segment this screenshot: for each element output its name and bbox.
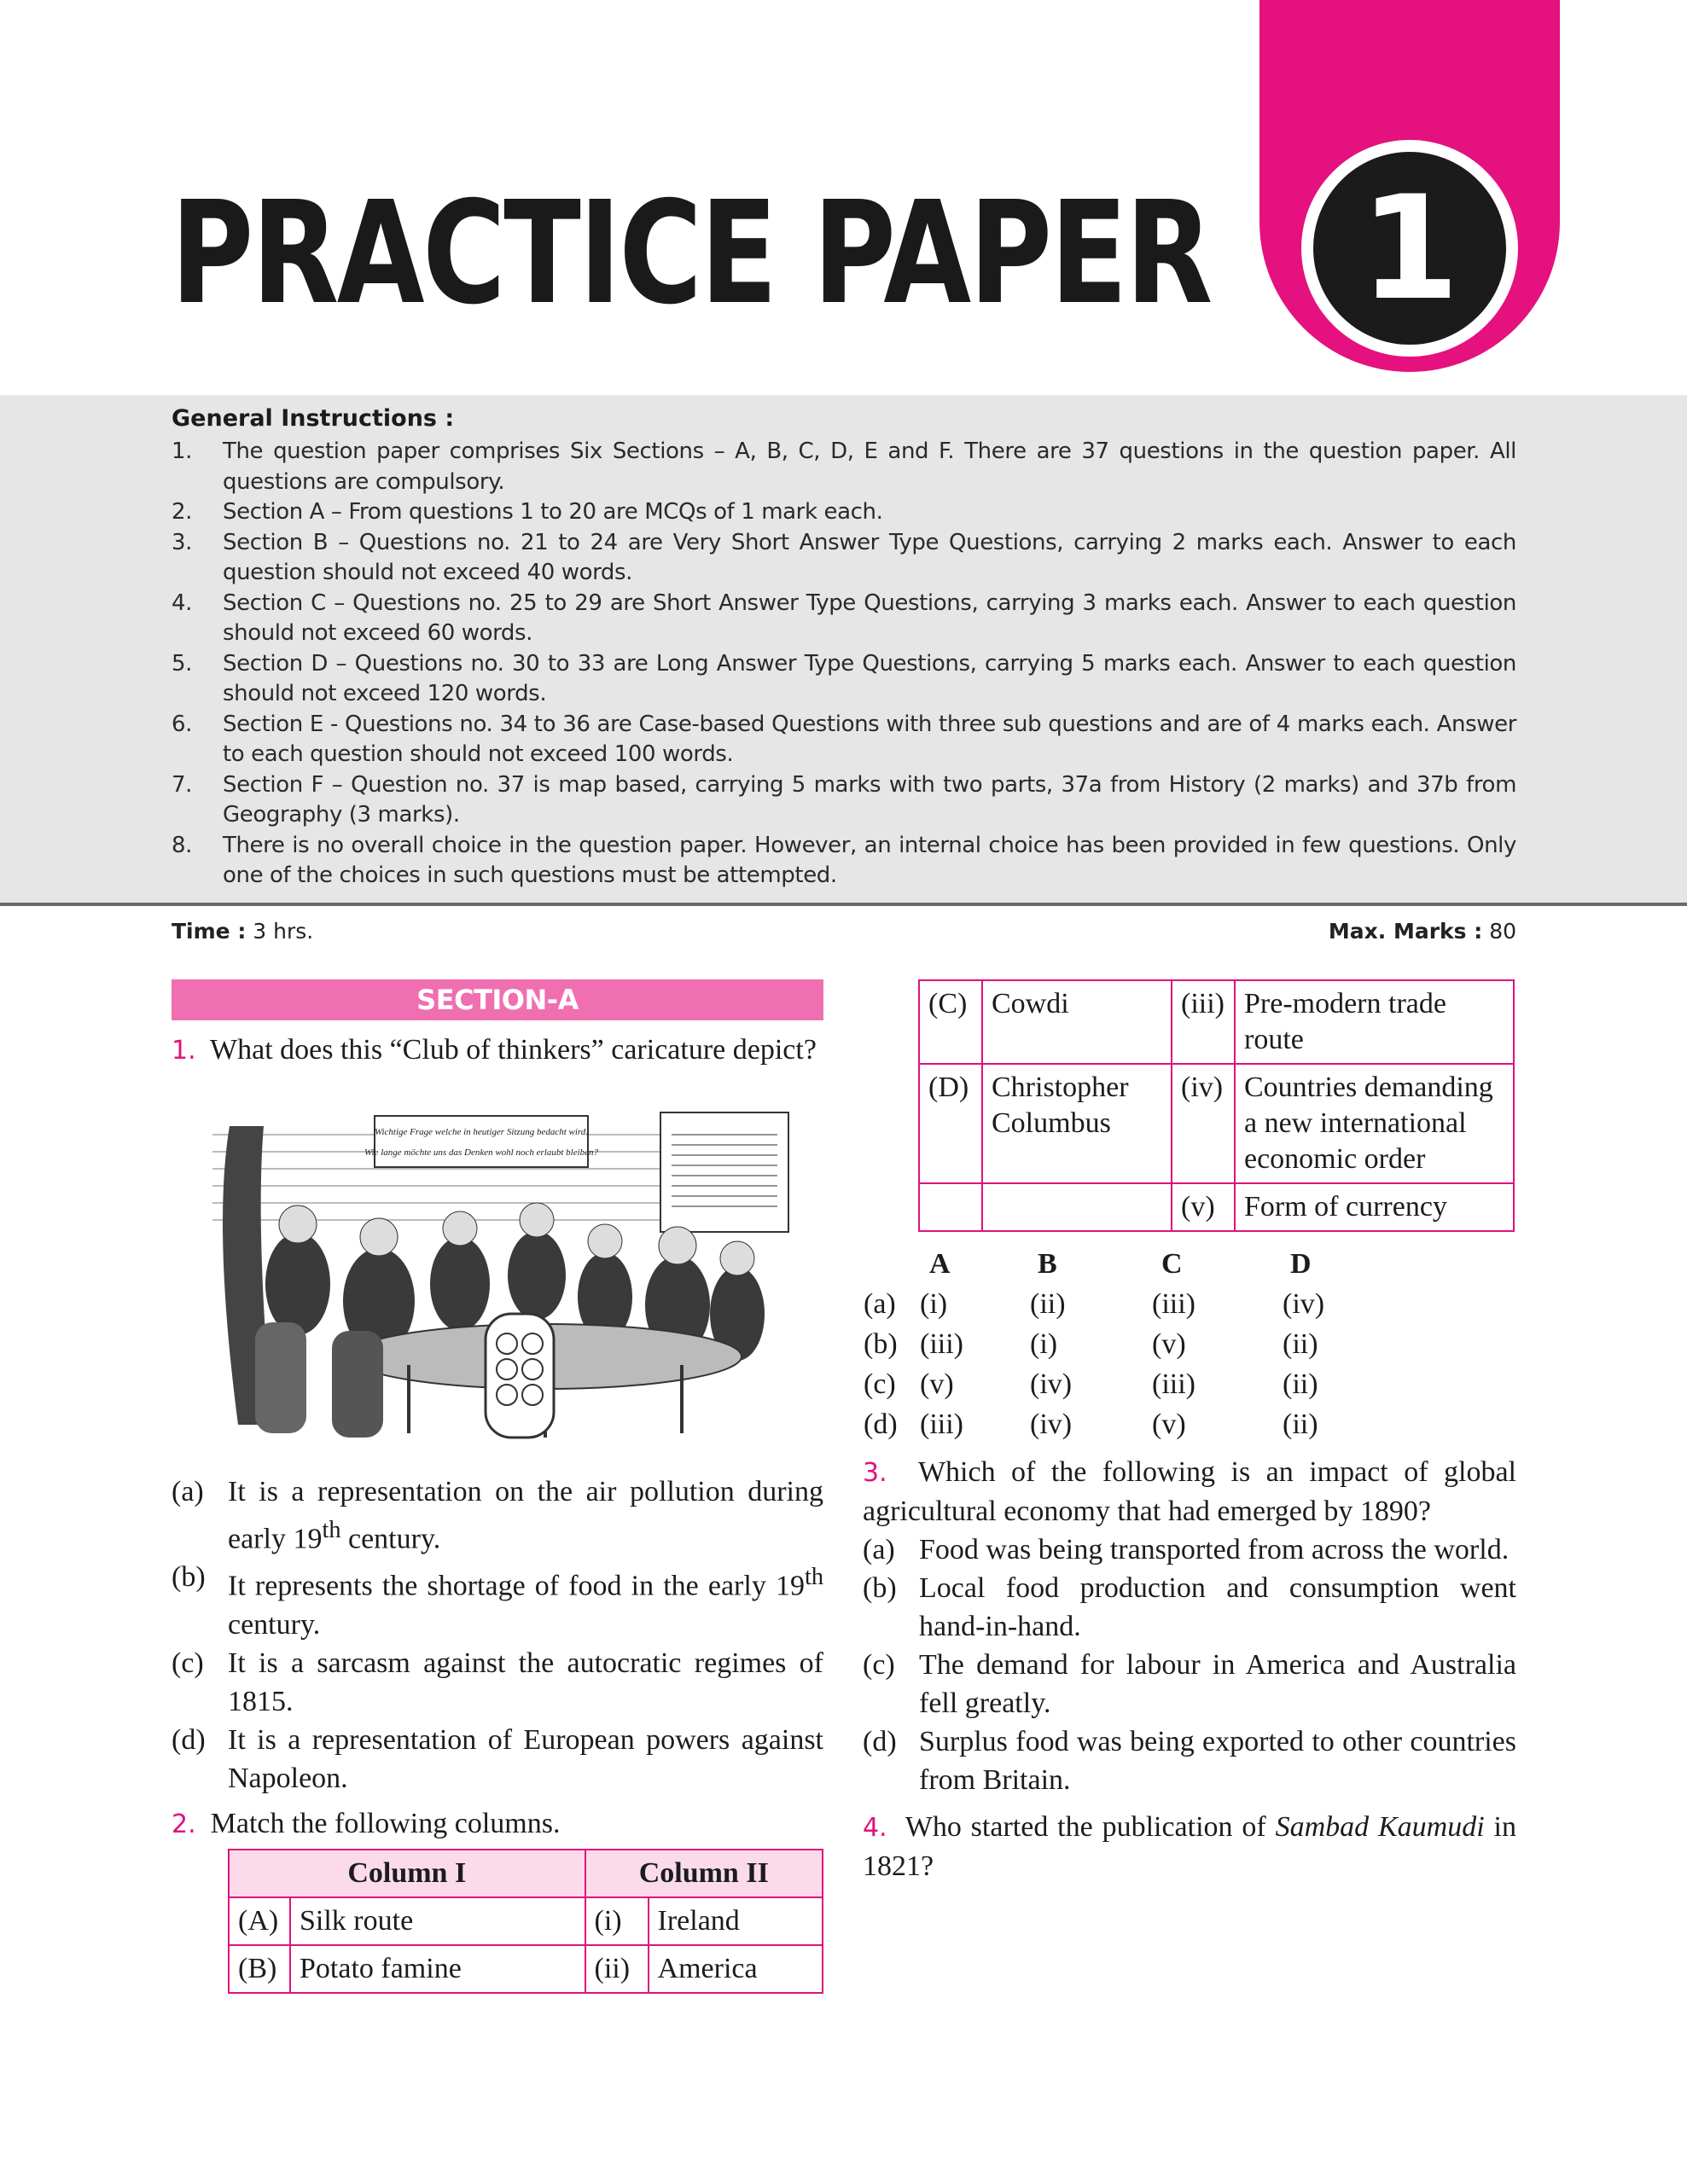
option-label: (c)	[863, 1649, 895, 1681]
answer-header: C	[1161, 1248, 1183, 1280]
option-text-end: century.	[340, 1523, 441, 1555]
publication-title: Sambad Kaumudi	[1275, 1811, 1485, 1843]
instruction-item	[172, 497, 1516, 528]
cartoon-sign-line-1: Wichtige Frage welche in heutiger Sitzung bedacht wird.	[374, 1127, 589, 1137]
row-key	[919, 1183, 982, 1231]
option	[863, 1531, 1516, 1569]
answer-header: D	[1290, 1248, 1312, 1280]
option-text: The demand for labour in America and Australia fell greatly.	[919, 1649, 1516, 1719]
instruction-number: 1.	[172, 439, 193, 464]
instruction-text: Section F – Question no. 37 is map based, carrying 5 marks with two parts, 37a from History (2 marks) and 37b from Geography (3 marks).	[223, 771, 1516, 828]
instruction-number: 7.	[172, 771, 193, 798]
row-value: Potato famine	[290, 1945, 585, 1993]
question-3-options	[863, 1531, 1516, 1799]
answer-value: (iv)	[1030, 1409, 1073, 1440]
option-text: Local food production and consumption went hand-in-hand.	[919, 1572, 1516, 1642]
option-label: (a)	[864, 1288, 896, 1320]
marks-label: Max. Marks :	[1328, 919, 1483, 944]
answer-value: (ii)	[1283, 1409, 1318, 1440]
option-label: (a)	[863, 1534, 895, 1565]
table-row	[919, 1183, 1514, 1231]
instruction-item	[172, 770, 1516, 831]
ordinal-suffix: th	[804, 1564, 823, 1591]
option-text: It represents the shortage of food in the early 19	[228, 1570, 805, 1602]
cartoon-sign-line-2: Wie lange möchte uns das Denken wohl noch erlaubt bleiben?	[364, 1147, 599, 1158]
option	[172, 1558, 823, 1643]
instruction-item	[172, 437, 1516, 497]
option	[172, 1721, 823, 1798]
answer-value: (i)	[1030, 1328, 1058, 1360]
table-row	[229, 1945, 823, 1993]
row-key: (iii)	[1172, 980, 1235, 1064]
instructions-heading: General Instructions :	[172, 405, 455, 432]
match-table-part-1	[228, 1849, 823, 1994]
row-key: (iv)	[1172, 1064, 1235, 1183]
left-column	[172, 979, 823, 1994]
instruction-number: 6.	[172, 711, 193, 737]
page-title: PRACTICE PAPER	[171, 171, 1211, 336]
question-number: 1.	[172, 1036, 196, 1066]
question-text: What does this “Club of thinkers” caricature depict?	[210, 1034, 817, 1066]
instruction-number: 2.	[172, 499, 193, 525]
row-value: Pre-modern trade route	[1235, 980, 1514, 1064]
question-4	[863, 1808, 1516, 1885]
option-text: It is a representation of European powers against Napoleon.	[228, 1723, 823, 1794]
answer-value: (iv)	[1030, 1368, 1073, 1400]
row-key: (i)	[585, 1897, 649, 1945]
max-marks	[1329, 919, 1516, 944]
answer-value: (iii)	[920, 1409, 963, 1440]
instruction-text: There is no overall choice in the question paper. However, an internal choice has been provided in few questions. Only one of the choices in such questions must be attempted.	[223, 832, 1516, 888]
answer-value: (iii)	[920, 1328, 963, 1360]
instruction-text: Section D – Questions no. 30 to 33 are Long Answer Type Questions, carrying 5 marks each. Answer to each question should not exceed 120 words.	[223, 650, 1516, 706]
answer-value: (i)	[920, 1288, 948, 1320]
answer-grid-header	[863, 1244, 1393, 1284]
answer-value: (v)	[1152, 1409, 1186, 1440]
question-text: Match the following columns.	[210, 1807, 561, 1839]
instruction-item	[172, 589, 1516, 649]
option-text: It is a sarcasm against the autocratic regimes of 1815.	[228, 1647, 823, 1717]
option-text: Food was being transported from across the world.	[919, 1534, 1510, 1565]
row-key: (v)	[1172, 1183, 1235, 1231]
answer-option	[863, 1324, 1393, 1364]
option-text: It is a representation on the air pollution during early 19	[228, 1476, 823, 1555]
paper-number-badge: 1	[1301, 140, 1518, 357]
table-row	[919, 980, 1514, 1064]
instruction-text: The question paper comprises Six Sections – A, B, C, D, E and F. There are 37 questions in the question paper. All questions are compulsory.	[223, 439, 1516, 495]
row-key: (D)	[919, 1064, 982, 1183]
question-number: 2.	[172, 1809, 196, 1839]
answer-value: (ii)	[1283, 1368, 1318, 1400]
question-text: Who started the publication of	[905, 1811, 1276, 1843]
table-header-row	[229, 1850, 823, 1897]
cartoon-chair	[486, 1314, 554, 1438]
instruction-item	[172, 649, 1516, 710]
cartoon-sign	[375, 1116, 588, 1167]
question-1	[172, 1031, 823, 1070]
question-text-end: in 1821?	[863, 1811, 1516, 1882]
cartoon-chair	[332, 1331, 383, 1438]
option-label: (d)	[864, 1409, 898, 1440]
row-value: Christopher Columbus	[982, 1064, 1172, 1183]
row-value: Form of currency	[1235, 1183, 1514, 1231]
row-key: (ii)	[585, 1945, 649, 1993]
row-key: (A)	[229, 1897, 290, 1945]
question-number: 3.	[863, 1458, 887, 1488]
instruction-item	[172, 831, 1516, 892]
row-value: Cowdi	[982, 980, 1172, 1064]
instruction-text: Section C – Questions no. 25 to 29 are Short Answer Type Questions, carrying 3 marks each. Answer to each question should not exceed 60 words.	[223, 590, 1516, 646]
instruction-item	[172, 528, 1516, 589]
option-text: Surplus food was being exported to other countries from Britain.	[919, 1726, 1516, 1796]
answer-value: (v)	[920, 1368, 954, 1400]
club-of-thinkers-caricature	[204, 1101, 793, 1442]
row-value	[982, 1183, 1172, 1231]
instructions-divider	[0, 903, 1687, 906]
answer-value: (ii)	[1283, 1328, 1318, 1360]
marks-value: 80	[1489, 919, 1516, 944]
question-3	[863, 1453, 1516, 1531]
question-1-options	[172, 1472, 823, 1798]
answer-option	[863, 1364, 1393, 1404]
answer-header: B	[1038, 1248, 1057, 1280]
answer-option	[863, 1284, 1393, 1324]
cartoon-poster	[660, 1112, 788, 1232]
match-table-part-2	[918, 979, 1515, 1232]
instruction-text: Section E - Questions no. 34 to 36 are Case-based Questions with three sub questions and are of 4 marks each. Answer to each question should not exceed 100 words.	[223, 711, 1516, 767]
instruction-number: 3.	[172, 529, 193, 555]
instruction-number: 4.	[172, 590, 193, 616]
option	[172, 1644, 823, 1721]
instruction-text: Section B – Questions no. 21 to 24 are Very Short Answer Type Questions, carrying 2 marks each. Answer to each question should not exceed 40 words.	[223, 529, 1516, 585]
option-label: (c)	[864, 1368, 896, 1400]
answer-value: (ii)	[1030, 1288, 1066, 1320]
question-text: Which of the following is an impact of global agricultural economy that had emerged by 1890?	[863, 1456, 1516, 1527]
table-row	[919, 1064, 1514, 1183]
instruction-item	[172, 710, 1516, 770]
question-number: 4.	[863, 1813, 887, 1843]
time-allowed	[172, 919, 313, 944]
option	[863, 1569, 1516, 1646]
row-key: (B)	[229, 1945, 290, 1993]
answer-value: (iii)	[1152, 1288, 1195, 1320]
time-label: Time :	[172, 919, 247, 944]
answer-value: (iv)	[1283, 1288, 1325, 1320]
answer-header: A	[929, 1248, 951, 1280]
option-label: (a)	[172, 1476, 204, 1507]
option-label: (b)	[864, 1328, 898, 1360]
row-key: (C)	[919, 980, 982, 1064]
option-text-end: century.	[228, 1608, 321, 1641]
option	[863, 1722, 1516, 1799]
row-value: America	[649, 1945, 823, 1993]
instructions-list	[172, 437, 1516, 892]
section-a-heading: SECTION-A	[172, 979, 823, 1020]
right-column	[863, 979, 1516, 1885]
answer-option	[863, 1404, 1393, 1444]
answer-grid	[863, 1244, 1393, 1444]
instruction-number: 8.	[172, 832, 193, 858]
cartoon-chair	[255, 1322, 306, 1433]
option	[172, 1472, 823, 1558]
instruction-number: 5.	[172, 650, 193, 677]
time-value: 3 hrs.	[253, 919, 314, 944]
table-row	[229, 1897, 823, 1945]
row-value: Ireland	[649, 1897, 823, 1945]
row-value: Countries demanding a new international economic order	[1235, 1064, 1514, 1183]
ordinal-suffix: th	[322, 1517, 341, 1543]
option-label: (c)	[172, 1647, 204, 1679]
answer-value: (iii)	[1152, 1368, 1195, 1400]
option-label: (d)	[172, 1723, 206, 1756]
instruction-text: Section A – From questions 1 to 20 are MCQs of 1 mark each.	[223, 499, 883, 525]
option-label: (b)	[863, 1572, 897, 1604]
column-2-header: Column II	[585, 1850, 823, 1897]
question-2	[172, 1804, 823, 1844]
option	[863, 1646, 1516, 1722]
option-label: (d)	[863, 1726, 897, 1757]
option-label: (b)	[172, 1561, 206, 1594]
column-1-header: Column I	[229, 1850, 585, 1897]
row-value: Silk route	[290, 1897, 585, 1945]
answer-value: (v)	[1152, 1328, 1186, 1360]
